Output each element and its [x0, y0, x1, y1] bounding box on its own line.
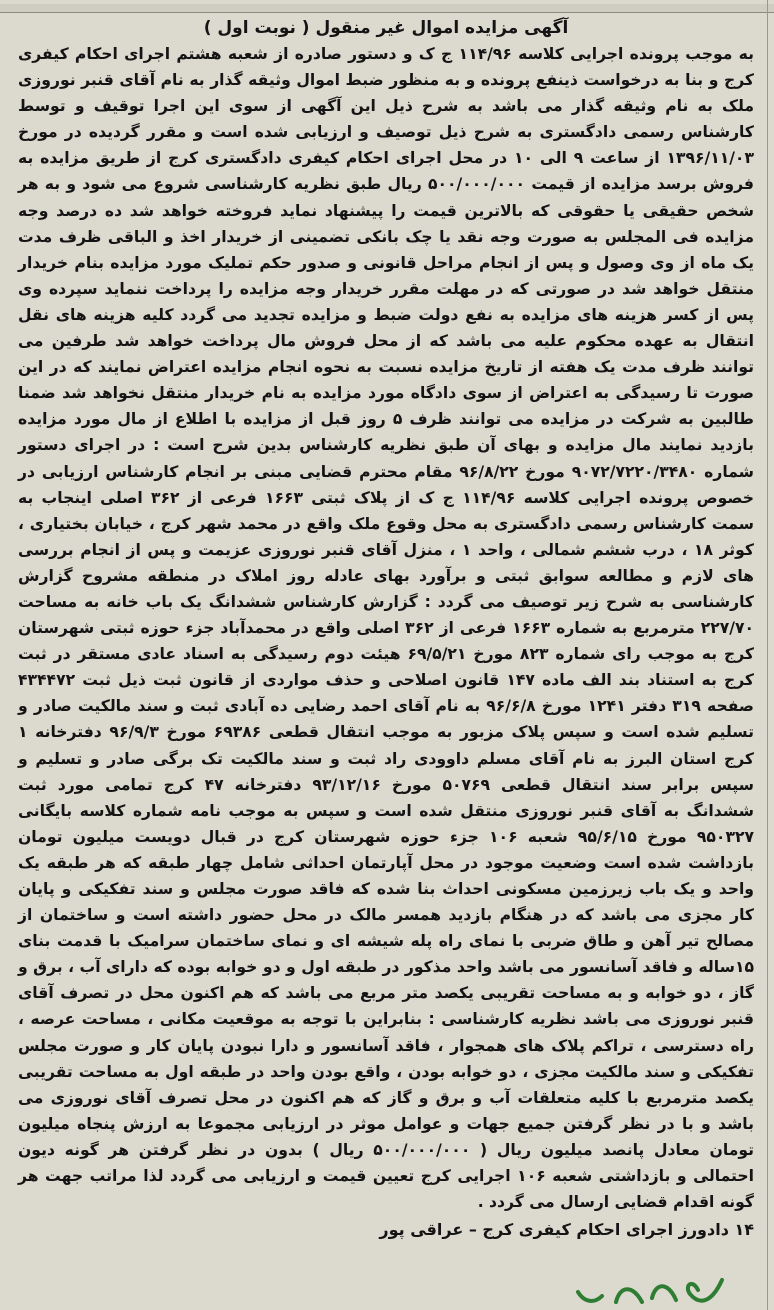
column-divider — [767, 0, 768, 1310]
notice-signature: ۱۴ دادورز اجرای احکام کیفری کرج – عراقی پور — [379, 1220, 754, 1240]
handwritten-mark-icon — [572, 1272, 732, 1310]
notice-body: به موجب پرونده اجرایی کلاسه ۱۱۴/۹۶ ج ک و دستور صادره از شعبه هشتم اجرای احکام کیفری کرج و بنا به درخواست ذینفع پرونده و به منظور ضبط اموال وثیقه گذار به نام آقای قنبر نوروزی ملک به نام وثیقه گذار می باشد به شرح ذیل این آگهی از سوی این اجرا توقیف و توسط کارشناس رسمی دادگستری به شرح ذیل توصیف و ارزیابی شده است و مقرر گردیده در مورخ ۱۳۹۶/۱۱/۰۳ از ساعت ۹ الی ۱۰ در محل اجرای احکام کیفری دادگستری کرج از طریق مزایده به فروش برسد مزایده از قیمت ۵۰۰/۰۰۰/۰۰۰ ریال طبق نظریه کارشناسی شروع می شود و به هر شخص حقیقی یا حقوقی که بالاترین قیمت را پیشنهاد نماید فروخته خواهد شد ده درصد وجه مزایده فی المجلس به صورت وجه نقد یا چک بانکی تضمینی از خریدار اخذ و الباقی ظرف مدت یک ماه از وی وصول و پس از انجام مراحل قانونی و صدور حکم تملیک مورد مزایده بنام خریدار منتقل خواهد شد در صورتی که در مهلت مقرر خریدار وجه مزایده را پرداخت ننماید سپرده وی پس از کسر هزینه های مزایده به نفع دولت ضبط و مزایده تجدید می گردد کلیه هزینه های نقل انتقال به عهده محکوم علیه می باشد که از محل فروش مال پرداخت خواهد شد طرفین می توانند ظرف مدت یک هفته از تاریخ مزایده نسبت به نحوه انجام مزایده اعتراض نمایند که در این صورت تا رسیدگی به اعتراض از سوی دادگاه مورد مزایده به نام خریدار منتقل نخواهد شد ضمنا طالبین به شرکت در مزایده می توانند ظرف ۵ روز قبل از مزایده با اطلاع از مال مورد مزایده بازدید نمایند مال مزایده و بهای آن طبق نظریه کارشناس بدین شرح است : در اجرای دستور شماره ۹۰۷۲/۷۲۲۰/۳۴۸۰ مورخ ۹۶/۸/۲۲ مقام محترم قضایی مبنی بر انجام کارشناس ارزیابی در خصوص پرونده اجرایی کلاسه ۱۱۴/۹۶ ج ک از پلاک ثبتی ۱۶۶۳ فرعی از ۳۶۲ اصلی اینجاب به سمت کارشناس رسمی دادگستری به محل وقوع ملک واقع در محمد شهر کرج ، خیابان بختیاری ، کوثر ۱۸ ، درب ششم شمالی ، واحد ۱ ، منزل آقای قنبر نوروزی عزیمت و پس از انجام بررسی های لازم و مطالعه سوابق ثبتی و برآورد بهای عادله روز املاک در منطقه مشروح گزارش کارشناسی به شرح زیر توصیف می گردد : گزارش کارشناس ششدانگ یک باب خانه به مساحت ۲۲۷/۷۰ مترمربع به شماره ۱۶۶۳ فرعی از ۳۶۲ اصلی واقع در محمدآباد جزء حوزه ثبتی شهرستان کرج به موجب رای شماره ۸۲۳ مورخ ۶۹/۵/۲۱ هیئت دوم رسیدگی به اسناد عادی مستقر در ثبت کرج به استناد بند الف ماده ۱۴۷ قانون اصلاحی و حذف مواردی از قانون ثبت ذیل ثبت ۴۳۴۴۷۲ صفحه ۳۱۹ دفتر ۱۲۴۱ مورخ ۹۶/۶/۸ به نام آقای احمد رضایی ده آبادی ثبت و سند مالکیت صادر و تسلیم شده است و سپس پلاک مزبور به موجب انتقال قطعی ۶۹۳۸۶ مورخ ۹۶/۹/۳ دفترخانه ۱ کرج استان البرز به نام آقای مسلم داوودی راد ثبت و سند مالکیت تک برگی صادر و تسلیم و سپس برابر سند انتقال قطعی ۵۰۷۶۹ مورخ ۹۳/۱۲/۱۶ دفترخانه ۴۷ کرج تمامی مورد ثبت ششدانگ به آقای قنبر نوروزی منتقل شده است و سپس به موجب نامه شماره کلاسه بایگانی ۹۵۰۳۲۷ مورخ ۹۵/۶/۱۵ شعبه ۱۰۶ جزء حوزه شهرستان کرج در قبال دویست میلیون تومان بازداشت شده است وضعیت موجود در محل آپارتمان احداثی شامل چهار طبقه که هر طبقه یک واحد و یک باب زیرزمین مسکونی احداث بنا شده که فاقد صورت مجلس و سند تفکیکی و پایان کار مجزی می باشد که در هنگام بازدید همسر مالک در محل حضور داشته است و ساختمان از مصالح تیر آهن و طاق ضربی با نمای راه پله شیشه ای و نمای ساختمان سرامیک با قدمت بنای ۱۵ساله و فاقد آسانسور می باشد واحد مذکور در طبقه اول و دو خوابه بوده که دارای آب ، برق و گاز ، دو خوابه و به مساحت تقریبی یکصد متر مربع می باشد که هم اکنون محل در تصرف آقای قنبر نوروزی می باشد نظریه کارشناسی : بنابراین با توجه به موقعیت مکانی ، مساحت عرصه ، راه دسترسی ، تراکم پلاک های همجوار ، فاقد آسانسور و دارا نبودن پایان کار و صورت مجلس تفکیکی و سند مالکیت مجزی ، دو خوابه بودن ، واقع بودن واحد در طبقه اول به مساحت تقریبی یکصد مترمربع با کلیه متعلقات آب و برق و گاز که هم اکنون در محل تصرف آقای نوروزی می باشد و با در نظر گرفتن جمیع جهات و عوامل موثر در ارزیابی مجموعا به ارزش پنجاه میلیون تومان معادل پانصد میلیون ریال ( ۵۰۰/۰۰۰/۰۰۰ ریال ) بدون در نظر گرفتن هر گونه دیون احتمالی و بازداشتی شعبه ۱۰۶ اجرایی کرج تعیین قیمت و ارزیابی می گردد لذا مراتب جهت هر گونه اقدام قضایی ارسال می گردد . — [18, 45, 755, 1212]
notice-title: آگهی مزایده اموال غیر منقول ( نوبت اول ) — [203, 18, 569, 38]
top-border-strip — [0, 4, 774, 13]
